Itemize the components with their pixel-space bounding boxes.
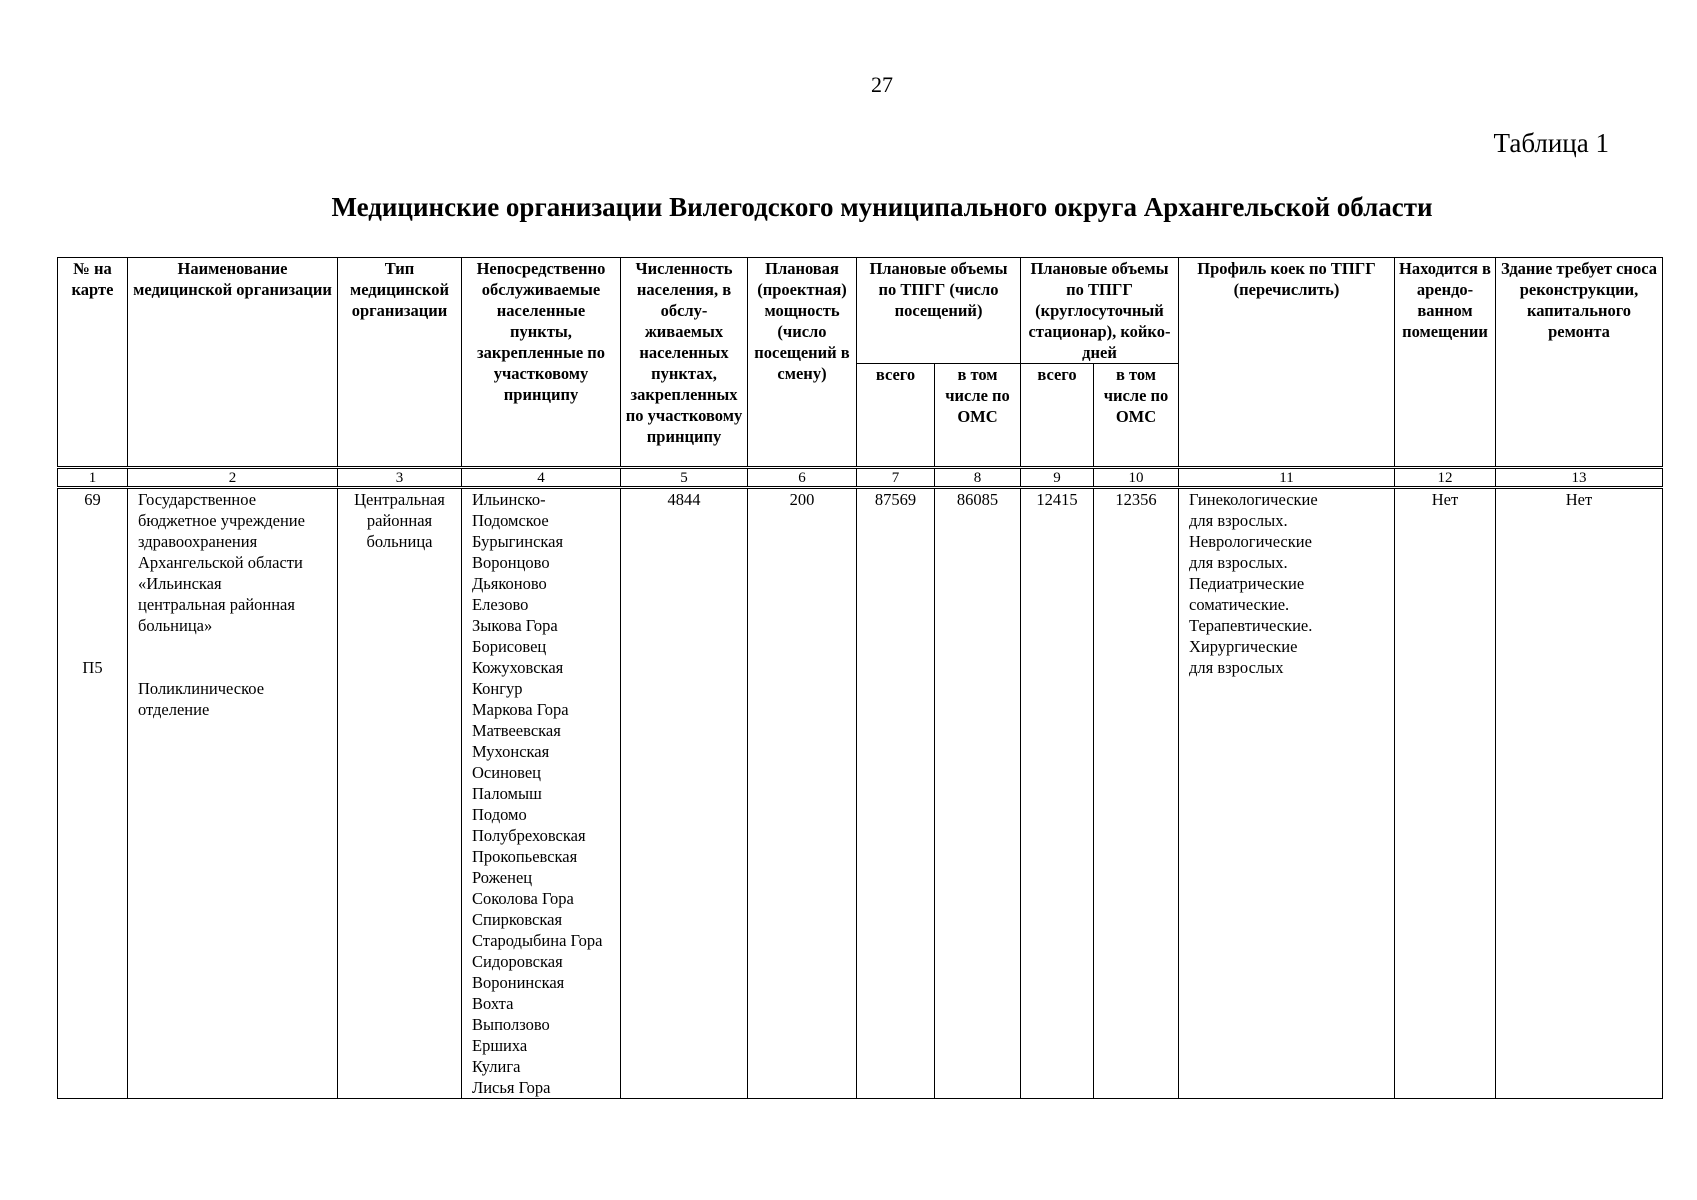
- list-line: Воронцово: [472, 553, 550, 572]
- list-line: Подомо: [472, 805, 527, 824]
- org-name: [138, 489, 335, 636]
- column-number: 4: [462, 468, 621, 488]
- column-number: 11: [1179, 468, 1395, 488]
- list-line: соматические.: [1189, 595, 1290, 614]
- header-visits-total: всего: [857, 364, 935, 468]
- list-line: Сидоровская: [472, 952, 563, 971]
- list-line: Терапевтические.: [1189, 616, 1313, 635]
- column-number: 5: [621, 468, 748, 488]
- visits-total-cell: 87569: [857, 488, 935, 1099]
- visits-oms-cell: 86085: [935, 488, 1021, 1099]
- header-beddays-total: всего: [1021, 364, 1094, 468]
- list-line: для взрослых: [1189, 658, 1284, 677]
- page-number: 27: [871, 72, 893, 97]
- bed-profiles-cell: [1179, 488, 1395, 1099]
- header-org-name: Наименование медицинской организации: [128, 258, 338, 468]
- list-line: Вохта: [472, 994, 514, 1013]
- list-line: Спирковская: [472, 910, 563, 929]
- column-number: 10: [1094, 468, 1179, 488]
- page-title: Медицинские организации Вилегодского муниципального округа Архангельской области: [331, 192, 1433, 222]
- list-line: Осиновец: [472, 763, 541, 782]
- list-line: бюджетное учреждение: [138, 511, 305, 530]
- header-rented: Находится в арендо-ванном помещении: [1395, 258, 1496, 468]
- list-line: Хирургические: [1189, 637, 1298, 656]
- column-number: 2: [128, 468, 338, 488]
- list-line: Маркова Гора: [472, 700, 569, 719]
- header-beddays-group: Плановые объемы по ТПГГ (круглосуточный стационар), койко-дней: [1021, 258, 1179, 364]
- list-line: Центральная: [354, 490, 445, 509]
- medical-organizations-table: [57, 257, 1663, 1099]
- map-number: 69: [84, 490, 101, 509]
- list-line: Ильинско-: [472, 490, 546, 509]
- list-line: Бурыгинская: [472, 532, 564, 551]
- map-number-sub: П5: [82, 658, 103, 677]
- column-number-row: [58, 468, 1663, 488]
- list-line: Паломыш: [472, 784, 542, 803]
- header-org-type: Тип медицинской организации: [338, 258, 462, 468]
- rented-cell: Нет: [1395, 488, 1496, 1099]
- list-line: отделение: [138, 700, 210, 719]
- list-line: Неврологические: [1189, 532, 1312, 551]
- list-line: центральная районная: [138, 595, 295, 614]
- list-line: Прокопьевская: [472, 847, 578, 866]
- list-line: Подомское: [472, 511, 549, 530]
- list-line: Зыкова Гора: [472, 616, 558, 635]
- org-sub-name: [138, 678, 335, 720]
- list-line: Гинекологические: [1189, 490, 1318, 509]
- list-line: Дьяконово: [472, 574, 547, 593]
- needs-repair-cell: Нет: [1496, 488, 1663, 1099]
- list-line: Педиатрические: [1189, 574, 1305, 593]
- list-line: Кулига: [472, 1057, 521, 1076]
- column-number: 1: [58, 468, 128, 488]
- header-bed-profiles: Профиль коек по ТПГГ (перечислить): [1179, 258, 1395, 468]
- list-line: больница: [366, 532, 433, 551]
- list-line: Кожуховская: [472, 658, 564, 677]
- org-type-cell: [338, 488, 462, 1099]
- capacity-cell: 200: [748, 488, 857, 1099]
- header-visits-oms: в том числе по ОМС: [935, 364, 1021, 468]
- table-row: [58, 488, 1663, 1099]
- column-number: 7: [857, 468, 935, 488]
- bed-profiles-list: [1189, 489, 1392, 678]
- column-number: 12: [1395, 468, 1496, 488]
- org-type: [340, 489, 459, 552]
- header-map-number: № на карте: [58, 258, 128, 468]
- list-line: Борисовец: [472, 637, 547, 656]
- column-number: 13: [1496, 468, 1663, 488]
- column-number: 9: [1021, 468, 1094, 488]
- settlements-cell: [462, 488, 621, 1099]
- list-line: Государственное: [138, 490, 257, 509]
- beddays-oms-cell: 12356: [1094, 488, 1179, 1099]
- list-line: Мухонская: [472, 742, 550, 761]
- list-line: Поликлиническое: [138, 679, 265, 698]
- header-beddays-oms: в том числе по ОМС: [1094, 364, 1179, 468]
- column-number: 3: [338, 468, 462, 488]
- population-cell: 4844: [621, 488, 748, 1099]
- list-line: Матвеевская: [472, 721, 561, 740]
- column-number: 8: [935, 468, 1021, 488]
- settlements-list: [472, 489, 618, 1098]
- list-line: Архангельской области: [138, 553, 303, 572]
- list-line: Стародыбина Гора: [472, 931, 603, 950]
- header-needs-repair: Здание требует сноса реконструкции, капитального ремонта: [1496, 258, 1663, 468]
- column-number: 6: [748, 468, 857, 488]
- list-line: Роженец: [472, 868, 533, 887]
- header-settlements: Непосредственно обслуживаемые населенные пункты, закрепленные по участковому принципу: [462, 258, 621, 468]
- list-line: для взрослых.: [1189, 511, 1288, 530]
- list-line: здравоохранения: [138, 532, 258, 551]
- header-capacity: Плановая (проектная) мощность (число посещений в смену): [748, 258, 857, 468]
- beddays-total-cell: 12415: [1021, 488, 1094, 1099]
- list-line: для взрослых.: [1189, 553, 1288, 572]
- header-population: Численность населения, в обслу-живаемых населенных пунктах, закрепленных по участковому принципу: [621, 258, 748, 468]
- list-line: Выползово: [472, 1015, 550, 1034]
- list-line: Конгур: [472, 679, 523, 698]
- map-number-cell: [58, 488, 128, 1099]
- list-line: районная: [366, 511, 433, 530]
- list-line: больница»: [138, 616, 213, 635]
- list-line: Ершиха: [472, 1036, 528, 1055]
- header-visits-group: Плановые объемы по ТПГГ (число посещений): [857, 258, 1021, 364]
- list-line: «Ильинская: [138, 574, 222, 593]
- list-line: Соколова Гора: [472, 889, 574, 908]
- list-line: Лисья Гора: [472, 1078, 551, 1097]
- org-name-cell: [128, 488, 338, 1099]
- table-label: Таблица 1: [1493, 128, 1609, 158]
- list-line: Полубреховская: [472, 826, 586, 845]
- list-line: Воронинская: [472, 973, 565, 992]
- list-line: Елезово: [472, 595, 529, 614]
